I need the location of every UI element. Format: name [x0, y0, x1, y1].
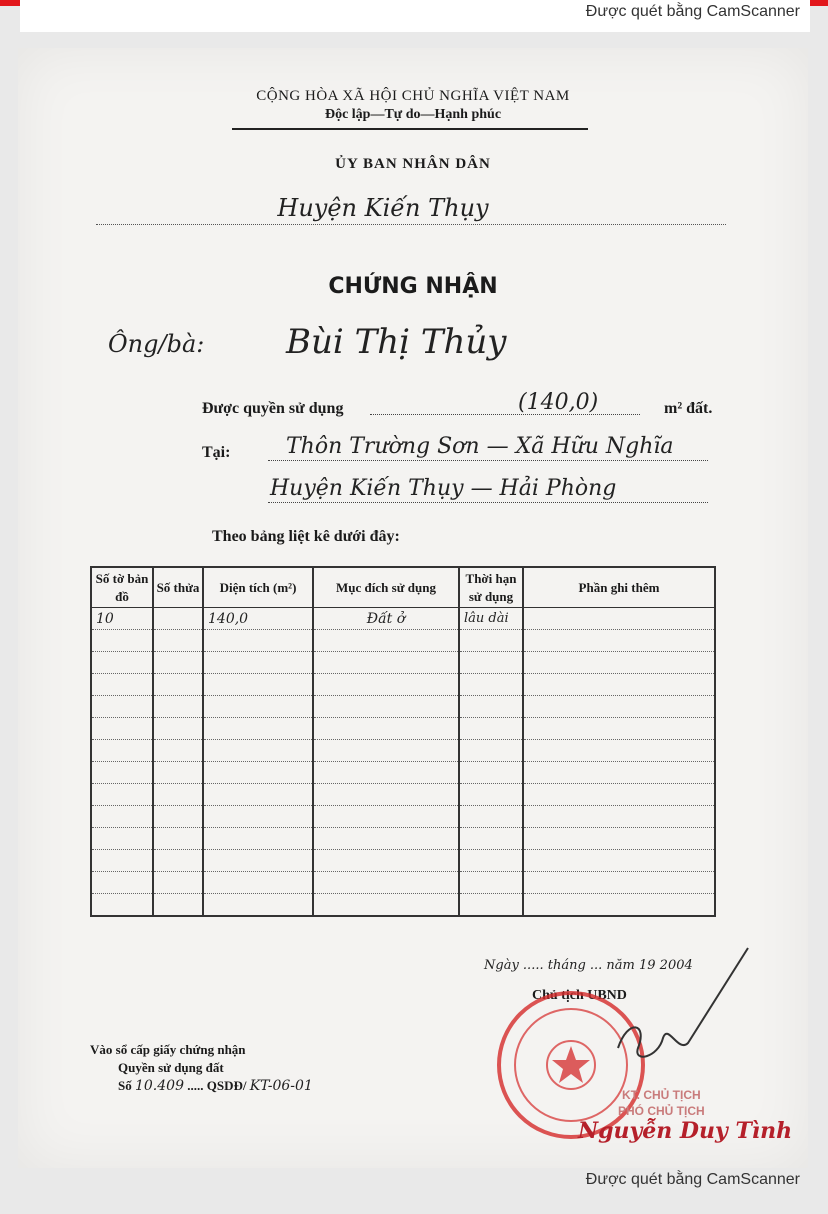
table-row: [91, 674, 715, 696]
vice-chair-title: PHÓ CHỦ TỊCH: [618, 1104, 705, 1118]
scanned-document: [18, 48, 808, 1168]
col-area: Diện tích (m²): [203, 567, 313, 608]
cell-parcel: [153, 608, 203, 630]
motto: Độc lập—Tự do—Hạnh phúc: [324, 107, 502, 122]
use-right-label: Được quyền sử dụng: [202, 400, 344, 417]
table-row: [91, 828, 715, 850]
address-label: Tại:: [202, 444, 231, 461]
area-value: (140,0): [518, 390, 599, 415]
land-table: [90, 566, 716, 917]
address-dotted-line-1: [268, 460, 708, 461]
address-line-1: Thôn Trường Sơn — Xã Hữu Nghĩa: [286, 434, 674, 459]
table-row: [91, 696, 715, 718]
registry-so-label: Số: [118, 1078, 132, 1093]
table-row: [91, 894, 715, 917]
table-row: [91, 630, 715, 652]
col-notes: Phần ghi thêm: [523, 567, 715, 608]
address-dotted-line-2: [268, 502, 708, 503]
table-row: [91, 652, 715, 674]
signature-scribble: [608, 928, 758, 1078]
table-row: [91, 762, 715, 784]
table-row: [91, 608, 715, 630]
vice-chair-kt: KT. CHỦ TỊCH: [622, 1088, 701, 1102]
certificate-title: CHỨNG NHẬN: [328, 274, 498, 299]
area-unit: m² đất.: [664, 400, 713, 417]
republic-heading: CỘNG HÒA XÃ HỘI CHỦ NGHĨA VIỆT NAM: [256, 88, 570, 104]
cell-duration: lâu dài: [459, 608, 523, 630]
col-map-sheet: Số tờ bản đồ: [91, 567, 153, 608]
col-duration: Thời hạn sử dụng: [459, 567, 523, 608]
district-dotted-line: [96, 224, 726, 225]
table-row: [91, 740, 715, 762]
holder-name: Bùi Thị Thủy: [286, 322, 507, 362]
table-row: [91, 784, 715, 806]
date-line: Ngày ..... tháng ... năm 19 2004: [484, 958, 693, 973]
chair-title: Chủ tịch UBND: [532, 988, 627, 1003]
table-header-row: [91, 567, 715, 608]
area-dotted-line: [370, 414, 640, 415]
table-row: [91, 872, 715, 894]
registry-line-3: Số 10.409 ..... QSDĐ/ KT-06-01: [118, 1078, 313, 1094]
cell-purpose: Đất ở: [313, 608, 459, 630]
registry-code: KT-06-01: [249, 1078, 313, 1094]
list-intro: Theo bảng liệt kê dưới đây:: [212, 528, 400, 545]
table-row: [91, 850, 715, 872]
holder-prefix: Ông/bà:: [108, 330, 205, 358]
cell-area: 140,0: [203, 608, 313, 630]
registry-line-1: Vào sổ cấp giấy chứng nhận: [90, 1042, 246, 1057]
address-line-2: Huyện Kiến Thụy — Hải Phòng: [270, 476, 617, 501]
camscanner-watermark-bottom: Được quét bằng CamScanner: [585, 1171, 800, 1188]
cell-map-sheet: 10: [91, 608, 153, 630]
col-purpose: Mục đích sử dụng: [313, 567, 459, 608]
registry-qsdd: QSDĐ/: [206, 1078, 247, 1093]
camscanner-watermark-top: Được quét bằng CamScanner: [585, 3, 800, 20]
motto-underline: [232, 128, 588, 130]
cell-notes: [523, 608, 715, 630]
district-handwritten: Huyện Kiến Thụy: [277, 194, 489, 222]
committee-heading: ỦY BAN NHÂN DÂN: [335, 156, 491, 172]
registry-number: 10.409: [134, 1078, 184, 1094]
registry-line-2: Quyền sử dụng đất: [118, 1060, 224, 1075]
table-row: [91, 806, 715, 828]
table-row: [91, 718, 715, 740]
signer-name: Nguyễn Duy Tình: [578, 1118, 793, 1144]
col-parcel: Số thửa: [153, 567, 203, 608]
